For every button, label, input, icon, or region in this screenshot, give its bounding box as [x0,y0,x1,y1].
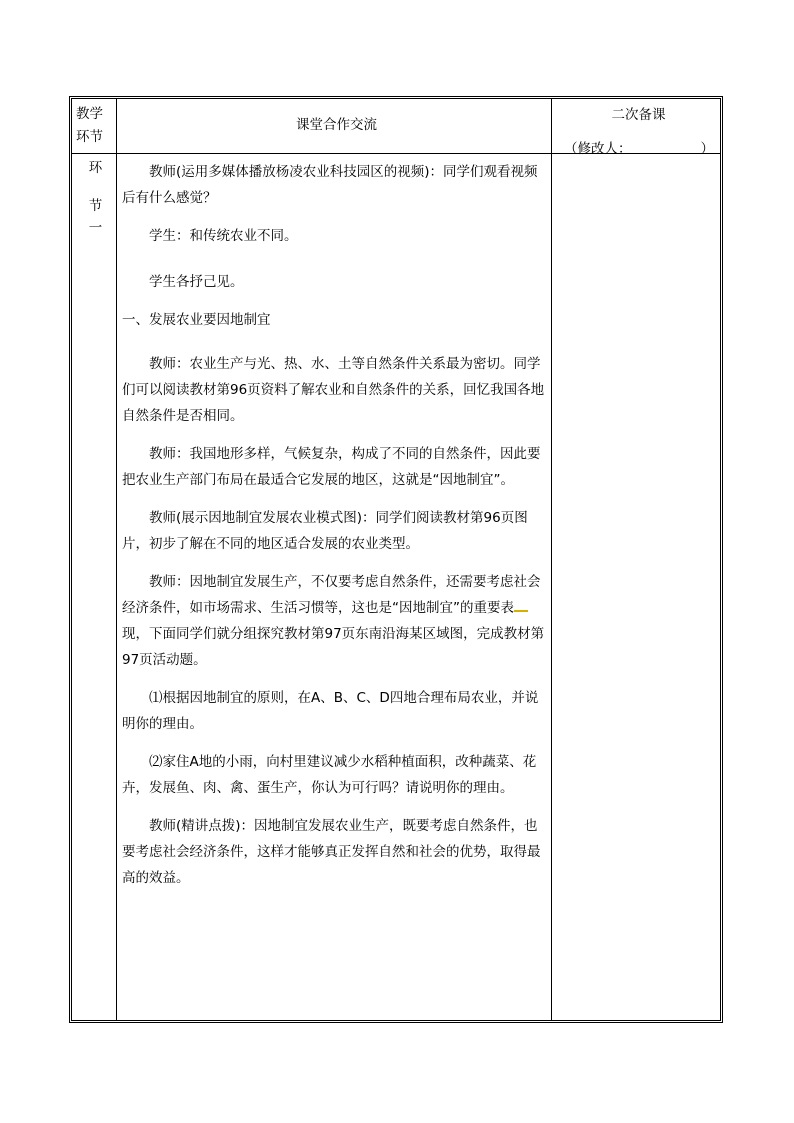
highlight-mark [514,600,528,612]
paragraph-social-economic-part1: 教师：因地制宜发展生产，不仅要考虑自然条件，还需要考虑社会经济条件，如市场需求、生活习惯等，这也是“因地制宜”的重要表 [122,574,541,616]
lesson-table [69,96,723,1023]
question-2: ⑵家住A地的小雨，向村里建议减少水稻种植面积，改种蔬菜、花卉，发展鱼、肉、禽、蛋生产，你认为可行吗？请说明你的理由。 [122,754,537,796]
paragraph-natural-conditions: 教师：农业生产与光、热、水、土等自然条件关系最为密切。同学们可以阅读教材第96页资料了解农业和自然条件的关系，回忆我国各地自然条件是否相同。 [122,356,545,424]
section-heading-1: 一、发展农业要因地制宜 [122,312,271,328]
paragraph-student-answer: 学生：和传统农业不同。 [149,228,298,244]
paragraph-adapt-to-local: 教师：我国地形多样，气候复杂，构成了不同的自然条件，因此要把农业生产部门布局在最适合它发展的地区，这就是“因地制宜”。 [122,446,541,488]
paragraph-students-opinions: 学生各抒己见。 [149,274,244,290]
lesson-content [122,159,547,903]
paragraph-social-economic-part2: 现，下面同学们就分组探究教材第97页东南沿海某区域图，完成教材第97页活动题。 [122,626,545,668]
section-char-1: 环 [88,160,103,176]
column-divider-1 [116,99,117,1020]
paragraph-model-diagram: 教师(展示因地制宜发展农业模式图)：同学们阅读教材第96页图片，初步了解在不同的地区适合发展的农业类型。 [122,510,528,552]
section-char-2: 节 [88,198,103,214]
reviser-close-paren: ） [700,141,714,157]
reviser-label: （修改人： [564,141,632,157]
header-second-prep: 二次备课 [611,107,666,123]
section-char-3: 一 [88,220,103,236]
paragraph-summary: 教师(精讲点拨)：因地制宜发展农业生产，既要考虑自然条件，也要考虑社会经济条件，这样才能够真正发挥自然和社会的优势，取得最高的效益。 [122,818,541,886]
column-divider-2 [551,99,552,1020]
header-classroom-exchange: 课堂合作交流 [296,117,377,133]
header-teaching-stage: 教学环节 [76,106,103,145]
header-reviser [564,137,714,157]
paragraph-social-economic [122,569,547,673]
question-1: ⑴根据因地制宜的原则，在A、B、C、D四地合理布局农业，并说明你的理由。 [122,690,539,732]
paragraph-teacher-video: 教师(运用多媒体播放杨凌农业科技园区的视频)：同学们观看视频后有什么感觉？ [122,164,538,206]
